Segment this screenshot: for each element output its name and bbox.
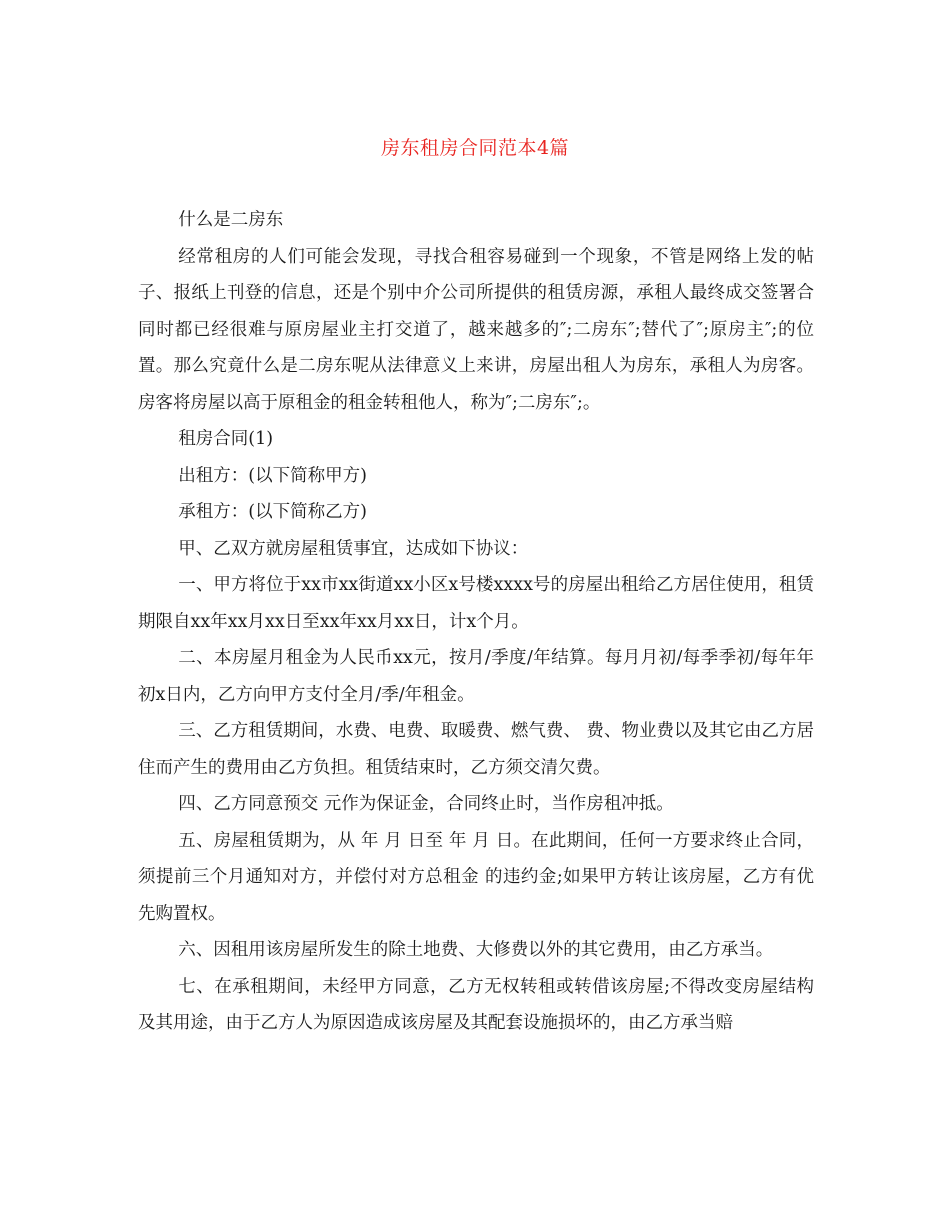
paragraph: 六、因租用该房屋所发生的除土地费、大修费以外的其它费用，由乙方承当。 [178,940,774,960]
paragraph: 经常租房的人们可能会发现，寻找合租容易碰到一个现象，不管是网络上发的帖子、报纸上刊登的信息，还是个别中介公司所提供的租赁房源，承租人最终成交签署合同时都已经很难与原房屋业主打交道了，越来越多的″;二房东″;替代了″;原房主″;的位置。那么究竟什么是二房东呢从法律意义上来讲，房屋出租人为房东，承租人为房客。房客将房屋以高于原租金的租金转租他人，称为″;二房东″;。 [138,246,814,413]
paragraph: 三、乙方租赁期间，水费、电费、取暖费、燃气费、 费、物业费以及其它由乙方居住而产生的费用由乙方负担。租赁结束时，乙方须交清欠费。 [138,721,814,778]
paragraph: 二、本房屋月租金为人民币xx元，按月/季度/年结算。每月月初/每季季初/每年年初x日内，乙方向甲方支付全月/季/年租金。 [138,648,814,705]
paragraph: 出租方：(以下简称甲方) [178,465,367,486]
paragraph: 承租方：(以下简称乙方) [178,502,367,522]
paragraph: 四、乙方同意预交 元作为保证金，合同终止时，当作房租冲抵。 [178,794,674,814]
document-title: 房东租房合同范本4篇 [380,137,570,159]
paragraph: 租房合同(1) [178,429,274,449]
paragraph: 五、房屋租赁期为，从 年 月 日至 年 月 日。在此期间，任何一方要求终止合同，须提前三个月通知对方，并偿付对方总租金 的违约金;如果甲方转让该房屋，乙方有优先购置权。 [138,830,814,924]
document-body [138,202,814,1042]
paragraph: 什么是二房东 [178,210,284,230]
paragraph: 甲、乙双方就房屋租赁事宜，达成如下协议： [178,538,529,559]
paragraph: 一、甲方将位于xx市xx街道xx小区x号楼xxxx号的房屋出租给乙方居住使用，租赁期限自xx年xx月xx日至xx年xx月xx日，计x个月。 [138,575,814,632]
paragraph: 七、在承租期间，未经甲方同意，乙方无权转租或转借该房屋;不得改变房屋结构及其用途，由于乙方人为原因造成该房屋及其配套设施损坏的，由乙方承当赔 [138,976,814,1033]
